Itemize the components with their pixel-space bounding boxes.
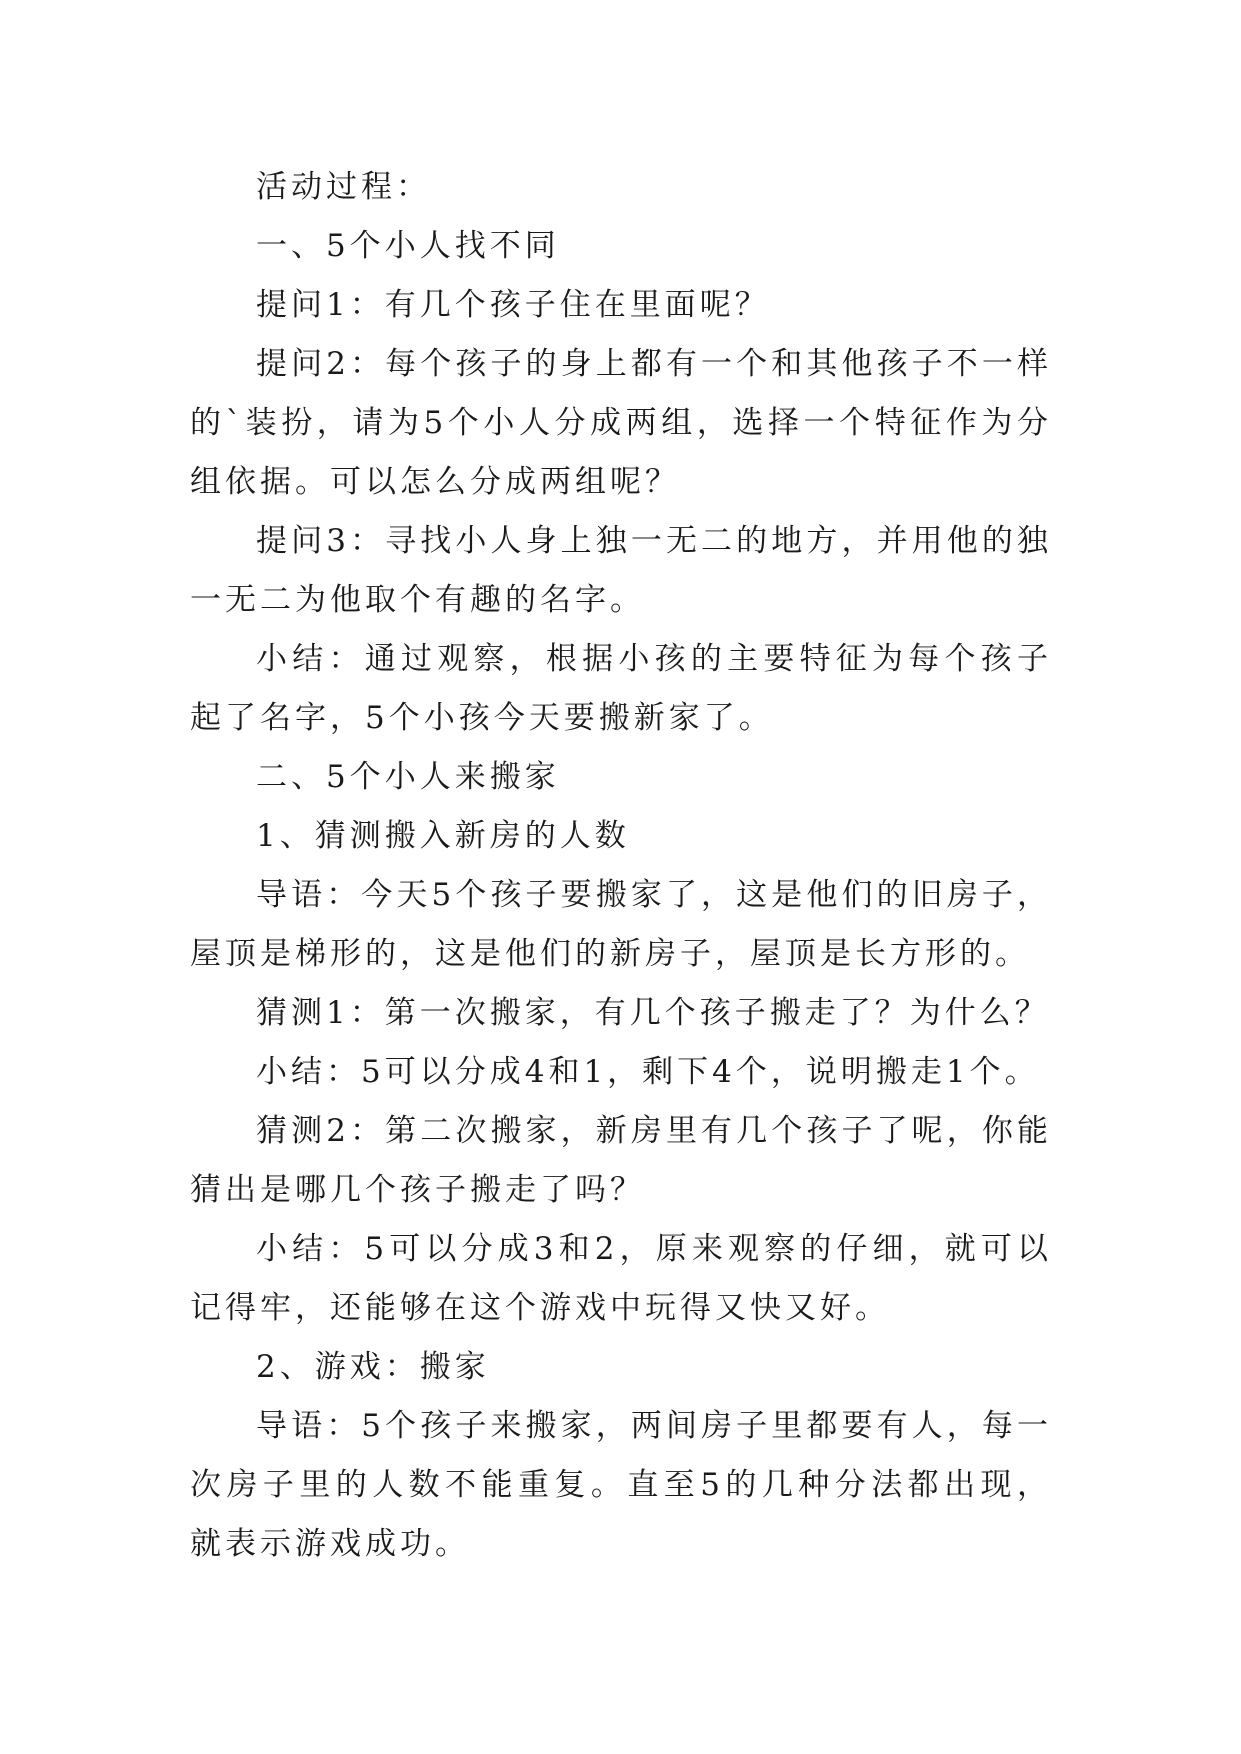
- paragraph-summary-1: 小结：通过观察，根据小孩的主要特征为每个孩子起了名字，5个小孩今天要搬新家了。: [190, 641, 1052, 736]
- subsection-heading-2: 2、游戏：搬家: [256, 1349, 490, 1385]
- paragraph-summary-2: 小结：5可以分成4和1，剩下4个，说明搬走1个。: [256, 1054, 1040, 1090]
- paragraph-summary-3: 小结：5可以分成3和2，原来观察的仔细，就可以记得牢，还能够在这个游戏中玩得又快又好。: [190, 1231, 1052, 1326]
- section-heading-1: 一、5个小人找不同: [256, 228, 560, 264]
- paragraph-question-3: 提问3：寻找小人身上独一无二的地方，并用他的独一无二为他取个有趣的名字。: [190, 523, 1052, 618]
- paragraph-intro-1: 导语：今天5个孩子要搬家了，这是他们的旧房子，屋顶是梯形的，这是他们的新房子，屋顶是长方形的。: [190, 877, 1052, 972]
- document-body: [190, 158, 1052, 1574]
- paragraph-intro-2: 导语：5个孩子来搬家，两间房子里都要有人，每一次房子里的人数不能重复。直至5的几种分法都出现，就表示游戏成功。: [190, 1408, 1052, 1562]
- section-heading-2: 二、5个小人来搬家: [256, 759, 560, 795]
- paragraph-guess-2: 猜测2：第二次搬家，新房里有几个孩子了呢，你能猜出是哪几个孩子搬走了吗？: [190, 1113, 1052, 1208]
- paragraph-guess-1: 猜测1：第一次搬家，有几个孩子搬走了？为什么？: [256, 995, 1050, 1031]
- paragraph-activity-process: 活动过程：: [256, 169, 431, 205]
- paragraph-question-2: 提问2：每个孩子的身上都有一个和其他孩子不一样的`装扮，请为5个小人分成两组，选择一个特征作为分组依据。可以怎么分成两组呢？: [190, 346, 1052, 500]
- paragraph-question-1: 提问1：有几个孩子住在里面呢？: [256, 287, 770, 323]
- subsection-heading-1: 1、猜测搬入新房的人数: [256, 818, 630, 854]
